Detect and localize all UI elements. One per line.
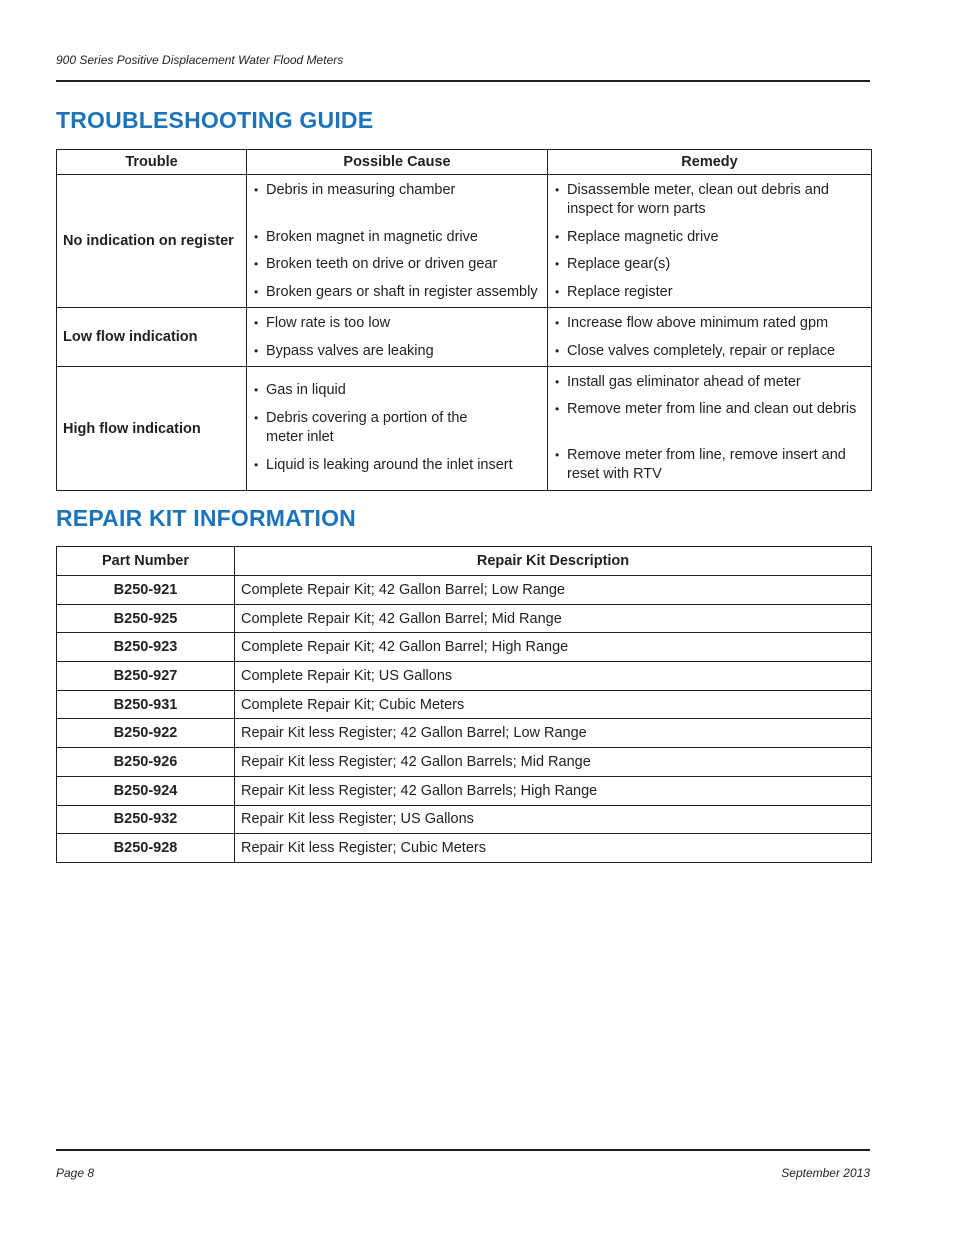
publication-date: September 2013 xyxy=(781,1166,870,1180)
remedy-cell xyxy=(548,308,872,367)
part-number-cell: B250-924 xyxy=(57,776,235,805)
table-row xyxy=(57,175,872,308)
cause-item: • Broken teeth on drive or driven gear xyxy=(253,255,541,274)
description-cell: Complete Repair Kit; Cubic Meters xyxy=(235,690,872,719)
cause-item: • Broken magnet in magnetic drive xyxy=(253,228,541,247)
table-row xyxy=(57,367,872,491)
part-number-cell: B250-928 xyxy=(57,834,235,863)
trouble-cell: High flow indication xyxy=(57,367,247,491)
cause-cell xyxy=(247,175,548,308)
troubleshooting-table xyxy=(56,149,872,491)
table-row xyxy=(57,576,872,605)
cause-item: • Broken gears or shaft in register assembly xyxy=(253,283,541,302)
description-cell: Repair Kit less Register; 42 Gallon Barrels; High Range xyxy=(235,776,872,805)
part-number-cell: B250-925 xyxy=(57,604,235,633)
table-row xyxy=(57,604,872,633)
cause-item: • Flow rate is too low xyxy=(253,314,541,333)
table-row xyxy=(57,834,872,863)
table-row xyxy=(57,805,872,834)
description-cell: Complete Repair Kit; US Gallons xyxy=(235,662,872,691)
table-row xyxy=(57,719,872,748)
trouble-cell: No indication on register xyxy=(57,175,247,308)
remedy-cell xyxy=(548,175,872,308)
table-row xyxy=(57,308,872,367)
column-header-remedy: Remedy xyxy=(548,150,872,175)
cause-item: • Debris in measuring chamber xyxy=(253,181,541,200)
remedy-item: • Close valves completely, repair or replace xyxy=(554,342,865,361)
column-header-trouble: Trouble xyxy=(57,150,247,175)
remedy-item: • Remove meter from line, remove insert and reset with RTV xyxy=(554,446,865,484)
part-number-cell: B250-931 xyxy=(57,690,235,719)
repair-kit-heading: REPAIR KIT INFORMATION xyxy=(56,505,356,531)
document-header-title: 900 Series Positive Displacement Water Flood Meters xyxy=(56,53,344,67)
part-number-cell: B250-923 xyxy=(57,633,235,662)
repair-kit-table xyxy=(56,546,872,863)
cause-item: • Liquid is leaking around the inlet insert xyxy=(253,456,541,475)
footer-divider xyxy=(56,1149,870,1151)
part-number-cell: B250-922 xyxy=(57,719,235,748)
cause-cell xyxy=(247,308,548,367)
description-cell: Repair Kit less Register; 42 Gallon Barrels; Mid Range xyxy=(235,748,872,777)
troubleshooting-heading: TROUBLESHOOTING GUIDE xyxy=(56,107,374,133)
part-number-cell: B250-927 xyxy=(57,662,235,691)
table-row xyxy=(57,633,872,662)
table-row xyxy=(57,748,872,777)
table-row xyxy=(57,776,872,805)
cause-item: • Bypass valves are leaking xyxy=(253,342,541,361)
remedy-item: • Replace magnetic drive xyxy=(554,228,865,247)
table-header-row xyxy=(57,150,872,175)
trouble-cell: Low flow indication xyxy=(57,308,247,367)
remedy-cell xyxy=(548,367,872,491)
part-number-cell: B250-926 xyxy=(57,748,235,777)
page-number: Page 8 xyxy=(56,1166,95,1180)
part-number-cell: B250-921 xyxy=(57,576,235,605)
table-header-row xyxy=(57,547,872,576)
description-cell: Complete Repair Kit; 42 Gallon Barrel; High Range xyxy=(235,633,872,662)
table-row xyxy=(57,690,872,719)
column-header-part-number: Part Number xyxy=(57,547,235,576)
table-row xyxy=(57,662,872,691)
description-cell: Complete Repair Kit; 42 Gallon Barrel; Low Range xyxy=(235,576,872,605)
remedy-item: • Remove meter from line and clean out debris xyxy=(554,400,865,419)
description-cell: Complete Repair Kit; 42 Gallon Barrel; Mid Range xyxy=(235,604,872,633)
header-divider xyxy=(56,80,870,82)
description-cell: Repair Kit less Register; US Gallons xyxy=(235,805,872,834)
remedy-item: • Disassemble meter, clean out debris and inspect for worn parts xyxy=(554,181,865,219)
description-cell: Repair Kit less Register; Cubic Meters xyxy=(235,834,872,863)
remedy-item: • Install gas eliminator ahead of meter xyxy=(554,373,865,392)
remedy-item: • Replace register xyxy=(554,283,865,302)
remedy-item: • Increase flow above minimum rated gpm xyxy=(554,314,865,333)
cause-cell xyxy=(247,367,548,491)
remedy-item: • Replace gear(s) xyxy=(554,255,865,274)
cause-item: • Debris covering a portion of the meter inlet xyxy=(253,409,487,447)
cause-item: • Gas in liquid xyxy=(253,381,541,400)
column-header-possible-cause: Possible Cause xyxy=(247,150,548,175)
part-number-cell: B250-932 xyxy=(57,805,235,834)
description-cell: Repair Kit less Register; 42 Gallon Barrel; Low Range xyxy=(235,719,872,748)
column-header-repair-kit-description: Repair Kit Description xyxy=(235,547,872,576)
